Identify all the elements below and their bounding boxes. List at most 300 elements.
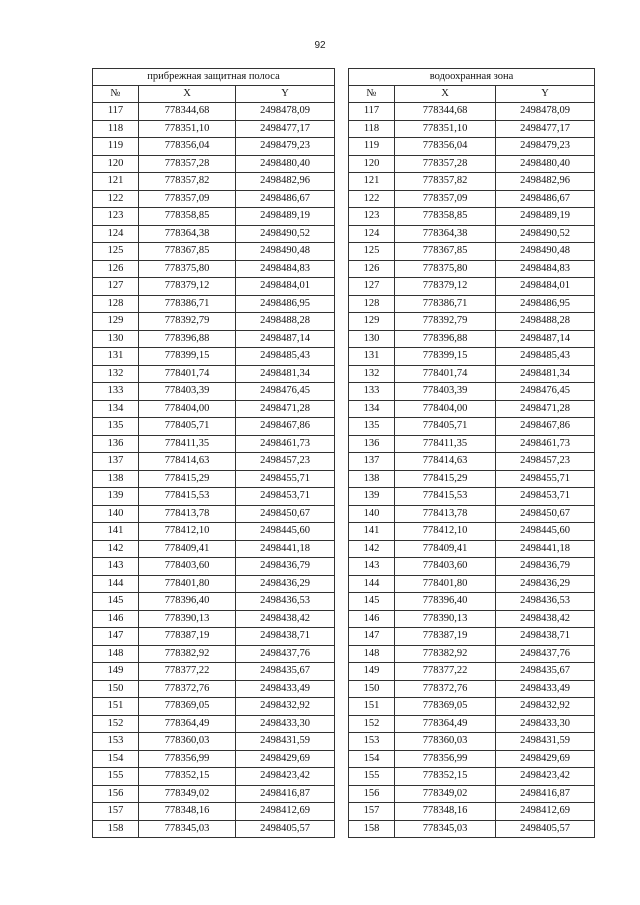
left-point-number: 144 xyxy=(93,575,139,593)
table-row xyxy=(93,418,595,436)
table-row xyxy=(93,120,595,138)
right-y-coordinate: 2498485,43 xyxy=(496,348,595,366)
left-point-number: 152 xyxy=(93,715,139,733)
right-point-number: 139 xyxy=(349,488,395,506)
right-point-number: 131 xyxy=(349,348,395,366)
left-point-number: 150 xyxy=(93,680,139,698)
table-row xyxy=(93,155,595,173)
left-point-number: 133 xyxy=(93,383,139,401)
left-x-coordinate: 778403,39 xyxy=(139,383,236,401)
right-point-number: 156 xyxy=(349,785,395,803)
right-x-coordinate: 778372,76 xyxy=(395,680,496,698)
right-point-number: 143 xyxy=(349,558,395,576)
column-header-row xyxy=(93,86,595,103)
right-y-coordinate: 2498455,71 xyxy=(496,470,595,488)
right-header-x: X xyxy=(395,86,496,103)
right-x-coordinate: 778364,38 xyxy=(395,225,496,243)
left-point-number: 140 xyxy=(93,505,139,523)
table-row xyxy=(93,295,595,313)
right-y-coordinate: 2498471,28 xyxy=(496,400,595,418)
right-y-coordinate: 2498429,69 xyxy=(496,750,595,768)
left-point-number: 119 xyxy=(93,138,139,156)
right-x-coordinate: 778357,09 xyxy=(395,190,496,208)
right-x-coordinate: 778405,71 xyxy=(395,418,496,436)
column-gap xyxy=(335,610,349,628)
column-gap xyxy=(335,383,349,401)
right-point-number: 151 xyxy=(349,698,395,716)
left-y-coordinate: 2498412,69 xyxy=(236,803,335,821)
table-row xyxy=(93,190,595,208)
column-gap xyxy=(335,330,349,348)
right-x-coordinate: 778409,41 xyxy=(395,540,496,558)
left-x-coordinate: 778364,49 xyxy=(139,715,236,733)
right-section-title: водоохранная зона xyxy=(349,69,595,86)
left-x-coordinate: 778396,88 xyxy=(139,330,236,348)
column-gap xyxy=(335,260,349,278)
left-point-number: 117 xyxy=(93,103,139,121)
left-point-number: 118 xyxy=(93,120,139,138)
right-y-coordinate: 2498423,42 xyxy=(496,768,595,786)
column-gap xyxy=(335,750,349,768)
right-point-number: 153 xyxy=(349,733,395,751)
column-gap xyxy=(335,540,349,558)
right-point-number: 127 xyxy=(349,278,395,296)
right-y-coordinate: 2498490,48 xyxy=(496,243,595,261)
right-y-coordinate: 2498436,79 xyxy=(496,558,595,576)
right-x-coordinate: 778390,13 xyxy=(395,610,496,628)
left-y-coordinate: 2498455,71 xyxy=(236,470,335,488)
left-x-coordinate: 778392,79 xyxy=(139,313,236,331)
table-row xyxy=(93,680,595,698)
left-point-number: 139 xyxy=(93,488,139,506)
left-point-number: 149 xyxy=(93,663,139,681)
left-point-number: 135 xyxy=(93,418,139,436)
left-point-number: 124 xyxy=(93,225,139,243)
left-x-coordinate: 778356,04 xyxy=(139,138,236,156)
left-point-number: 146 xyxy=(93,610,139,628)
table-row xyxy=(93,505,595,523)
column-gap xyxy=(335,400,349,418)
left-point-number: 157 xyxy=(93,803,139,821)
left-point-number: 147 xyxy=(93,628,139,646)
table-row xyxy=(93,575,595,593)
right-x-coordinate: 778379,12 xyxy=(395,278,496,296)
column-gap xyxy=(335,120,349,138)
table-row xyxy=(93,733,595,751)
right-point-number: 134 xyxy=(349,400,395,418)
table-row xyxy=(93,645,595,663)
left-point-number: 143 xyxy=(93,558,139,576)
column-gap xyxy=(335,453,349,471)
column-gap xyxy=(335,243,349,261)
right-y-coordinate: 2498478,09 xyxy=(496,103,595,121)
left-x-coordinate: 778403,60 xyxy=(139,558,236,576)
right-point-number: 158 xyxy=(349,820,395,838)
table-row xyxy=(93,593,595,611)
left-point-number: 134 xyxy=(93,400,139,418)
left-y-coordinate: 2498436,53 xyxy=(236,593,335,611)
left-point-number: 129 xyxy=(93,313,139,331)
column-gap xyxy=(335,593,349,611)
right-point-number: 147 xyxy=(349,628,395,646)
right-x-coordinate: 778413,78 xyxy=(395,505,496,523)
left-x-coordinate: 778414,63 xyxy=(139,453,236,471)
right-y-coordinate: 2498477,17 xyxy=(496,120,595,138)
left-point-number: 127 xyxy=(93,278,139,296)
table-row xyxy=(93,225,595,243)
right-y-coordinate: 2498482,96 xyxy=(496,173,595,191)
table-row xyxy=(93,365,595,383)
right-x-coordinate: 778358,85 xyxy=(395,208,496,226)
left-x-coordinate: 778349,02 xyxy=(139,785,236,803)
column-gap xyxy=(335,575,349,593)
left-point-number: 156 xyxy=(93,785,139,803)
left-x-coordinate: 778401,74 xyxy=(139,365,236,383)
column-gap xyxy=(335,190,349,208)
right-x-coordinate: 778415,53 xyxy=(395,488,496,506)
right-x-coordinate: 778357,82 xyxy=(395,173,496,191)
left-header-x: X xyxy=(139,86,236,103)
left-point-number: 138 xyxy=(93,470,139,488)
right-y-coordinate: 2498489,19 xyxy=(496,208,595,226)
left-y-coordinate: 2498482,96 xyxy=(236,173,335,191)
column-gap xyxy=(335,803,349,821)
left-y-coordinate: 2498405,57 xyxy=(236,820,335,838)
table-row xyxy=(93,785,595,803)
left-x-coordinate: 778412,10 xyxy=(139,523,236,541)
left-point-number: 131 xyxy=(93,348,139,366)
right-point-number: 122 xyxy=(349,190,395,208)
left-y-coordinate: 2498471,28 xyxy=(236,400,335,418)
table-row xyxy=(93,278,595,296)
right-y-coordinate: 2498488,28 xyxy=(496,313,595,331)
right-y-coordinate: 2498481,34 xyxy=(496,365,595,383)
right-x-coordinate: 778356,99 xyxy=(395,750,496,768)
column-gap xyxy=(335,768,349,786)
right-y-coordinate: 2498438,42 xyxy=(496,610,595,628)
right-x-coordinate: 778403,60 xyxy=(395,558,496,576)
left-y-coordinate: 2498453,71 xyxy=(236,488,335,506)
column-gap xyxy=(335,715,349,733)
column-gap xyxy=(335,785,349,803)
left-point-number: 130 xyxy=(93,330,139,348)
column-gap xyxy=(335,680,349,698)
table-row xyxy=(93,103,595,121)
left-x-coordinate: 778372,76 xyxy=(139,680,236,698)
right-point-number: 119 xyxy=(349,138,395,156)
left-x-coordinate: 778386,71 xyxy=(139,295,236,313)
table-row xyxy=(93,173,595,191)
right-x-coordinate: 778364,49 xyxy=(395,715,496,733)
right-point-number: 144 xyxy=(349,575,395,593)
left-x-coordinate: 778390,13 xyxy=(139,610,236,628)
right-y-coordinate: 2498486,95 xyxy=(496,295,595,313)
right-y-coordinate: 2498436,53 xyxy=(496,593,595,611)
column-gap xyxy=(335,103,349,121)
right-y-coordinate: 2498457,23 xyxy=(496,453,595,471)
right-y-coordinate: 2498412,69 xyxy=(496,803,595,821)
left-x-coordinate: 778396,40 xyxy=(139,593,236,611)
left-x-coordinate: 778413,78 xyxy=(139,505,236,523)
table-row xyxy=(93,768,595,786)
right-x-coordinate: 778412,10 xyxy=(395,523,496,541)
right-x-coordinate: 778401,80 xyxy=(395,575,496,593)
column-gap xyxy=(335,365,349,383)
left-y-coordinate: 2498423,42 xyxy=(236,768,335,786)
right-point-number: 141 xyxy=(349,523,395,541)
left-point-number: 128 xyxy=(93,295,139,313)
coordinates-table xyxy=(92,68,595,838)
right-y-coordinate: 2498436,29 xyxy=(496,575,595,593)
left-x-coordinate: 778411,35 xyxy=(139,435,236,453)
left-x-coordinate: 778375,80 xyxy=(139,260,236,278)
left-y-coordinate: 2498485,43 xyxy=(236,348,335,366)
left-point-number: 121 xyxy=(93,173,139,191)
left-x-coordinate: 778364,38 xyxy=(139,225,236,243)
table-row xyxy=(93,523,595,541)
table-row xyxy=(93,313,595,331)
right-x-coordinate: 778392,79 xyxy=(395,313,496,331)
left-y-coordinate: 2498432,92 xyxy=(236,698,335,716)
right-point-number: 145 xyxy=(349,593,395,611)
left-x-coordinate: 778382,92 xyxy=(139,645,236,663)
left-y-coordinate: 2498435,67 xyxy=(236,663,335,681)
right-x-coordinate: 778349,02 xyxy=(395,785,496,803)
left-point-number: 145 xyxy=(93,593,139,611)
right-x-coordinate: 778375,80 xyxy=(395,260,496,278)
left-point-number: 122 xyxy=(93,190,139,208)
right-point-number: 124 xyxy=(349,225,395,243)
left-y-coordinate: 2498416,87 xyxy=(236,785,335,803)
right-y-coordinate: 2498450,67 xyxy=(496,505,595,523)
right-point-number: 148 xyxy=(349,645,395,663)
left-y-coordinate: 2498431,59 xyxy=(236,733,335,751)
right-y-coordinate: 2498467,86 xyxy=(496,418,595,436)
column-gap xyxy=(335,558,349,576)
right-y-coordinate: 2498438,71 xyxy=(496,628,595,646)
left-y-coordinate: 2498490,48 xyxy=(236,243,335,261)
right-y-coordinate: 2498437,76 xyxy=(496,645,595,663)
table-row xyxy=(93,243,595,261)
table-row xyxy=(93,348,595,366)
table-row xyxy=(93,138,595,156)
left-y-coordinate: 2498488,28 xyxy=(236,313,335,331)
right-x-coordinate: 778348,16 xyxy=(395,803,496,821)
section-title-row xyxy=(93,69,595,86)
table-row xyxy=(93,435,595,453)
left-x-coordinate: 778357,28 xyxy=(139,155,236,173)
right-point-number: 138 xyxy=(349,470,395,488)
left-point-number: 158 xyxy=(93,820,139,838)
right-x-coordinate: 778399,15 xyxy=(395,348,496,366)
table-row xyxy=(93,470,595,488)
left-y-coordinate: 2498445,60 xyxy=(236,523,335,541)
left-y-coordinate: 2498436,79 xyxy=(236,558,335,576)
left-point-number: 154 xyxy=(93,750,139,768)
right-x-coordinate: 778356,04 xyxy=(395,138,496,156)
left-y-coordinate: 2498461,73 xyxy=(236,435,335,453)
left-x-coordinate: 778358,85 xyxy=(139,208,236,226)
right-point-number: 154 xyxy=(349,750,395,768)
right-point-number: 125 xyxy=(349,243,395,261)
right-y-coordinate: 2498484,01 xyxy=(496,278,595,296)
table-row xyxy=(93,558,595,576)
right-y-coordinate: 2498433,30 xyxy=(496,715,595,733)
column-gap xyxy=(335,488,349,506)
column-gap xyxy=(335,523,349,541)
left-y-coordinate: 2498436,29 xyxy=(236,575,335,593)
right-x-coordinate: 778352,15 xyxy=(395,768,496,786)
left-point-number: 151 xyxy=(93,698,139,716)
table-row xyxy=(93,383,595,401)
column-gap xyxy=(335,645,349,663)
right-x-coordinate: 778386,71 xyxy=(395,295,496,313)
table-row xyxy=(93,330,595,348)
right-point-number: 132 xyxy=(349,365,395,383)
right-point-number: 129 xyxy=(349,313,395,331)
right-point-number: 150 xyxy=(349,680,395,698)
column-gap xyxy=(335,173,349,191)
right-y-coordinate: 2498431,59 xyxy=(496,733,595,751)
table-row xyxy=(93,488,595,506)
right-x-coordinate: 778414,63 xyxy=(395,453,496,471)
left-x-coordinate: 778360,03 xyxy=(139,733,236,751)
column-gap xyxy=(335,69,349,86)
left-y-coordinate: 2498433,30 xyxy=(236,715,335,733)
right-x-coordinate: 778377,22 xyxy=(395,663,496,681)
column-gap xyxy=(335,295,349,313)
right-y-coordinate: 2498432,92 xyxy=(496,698,595,716)
column-gap xyxy=(335,418,349,436)
right-header-number: № xyxy=(349,86,395,103)
right-y-coordinate: 2498453,71 xyxy=(496,488,595,506)
right-point-number: 140 xyxy=(349,505,395,523)
right-x-coordinate: 778401,74 xyxy=(395,365,496,383)
left-y-coordinate: 2498480,40 xyxy=(236,155,335,173)
table-row xyxy=(93,260,595,278)
right-point-number: 117 xyxy=(349,103,395,121)
left-point-number: 155 xyxy=(93,768,139,786)
right-x-coordinate: 778404,00 xyxy=(395,400,496,418)
column-gap xyxy=(335,208,349,226)
right-point-number: 137 xyxy=(349,453,395,471)
column-gap xyxy=(335,313,349,331)
right-point-number: 130 xyxy=(349,330,395,348)
table-row xyxy=(93,208,595,226)
column-gap xyxy=(335,225,349,243)
right-x-coordinate: 778382,92 xyxy=(395,645,496,663)
right-y-coordinate: 2498476,45 xyxy=(496,383,595,401)
left-y-coordinate: 2498481,34 xyxy=(236,365,335,383)
right-x-coordinate: 778387,19 xyxy=(395,628,496,646)
right-point-number: 146 xyxy=(349,610,395,628)
left-y-coordinate: 2498467,86 xyxy=(236,418,335,436)
right-point-number: 135 xyxy=(349,418,395,436)
left-y-coordinate: 2498477,17 xyxy=(236,120,335,138)
table-row xyxy=(93,663,595,681)
right-x-coordinate: 778403,39 xyxy=(395,383,496,401)
table-row xyxy=(93,803,595,821)
right-point-number: 149 xyxy=(349,663,395,681)
left-y-coordinate: 2498489,19 xyxy=(236,208,335,226)
right-point-number: 142 xyxy=(349,540,395,558)
left-point-number: 120 xyxy=(93,155,139,173)
left-y-coordinate: 2498441,18 xyxy=(236,540,335,558)
table-row xyxy=(93,453,595,471)
table-row xyxy=(93,610,595,628)
left-header-y: Y xyxy=(236,86,335,103)
right-y-coordinate: 2498486,67 xyxy=(496,190,595,208)
left-x-coordinate: 778357,82 xyxy=(139,173,236,191)
right-y-coordinate: 2498441,18 xyxy=(496,540,595,558)
column-gap xyxy=(335,348,349,366)
left-header-number: № xyxy=(93,86,139,103)
left-x-coordinate: 778356,99 xyxy=(139,750,236,768)
left-x-coordinate: 778409,41 xyxy=(139,540,236,558)
table-body xyxy=(93,69,595,838)
table-row xyxy=(93,820,595,838)
left-point-number: 132 xyxy=(93,365,139,383)
left-y-coordinate: 2498437,76 xyxy=(236,645,335,663)
table-row xyxy=(93,750,595,768)
left-x-coordinate: 778369,05 xyxy=(139,698,236,716)
left-y-coordinate: 2498478,09 xyxy=(236,103,335,121)
left-y-coordinate: 2498490,52 xyxy=(236,225,335,243)
right-x-coordinate: 778415,29 xyxy=(395,470,496,488)
right-y-coordinate: 2498435,67 xyxy=(496,663,595,681)
right-point-number: 120 xyxy=(349,155,395,173)
right-x-coordinate: 778345,03 xyxy=(395,820,496,838)
right-y-coordinate: 2498487,14 xyxy=(496,330,595,348)
table-row xyxy=(93,715,595,733)
column-gap xyxy=(335,698,349,716)
left-y-coordinate: 2498438,71 xyxy=(236,628,335,646)
left-x-coordinate: 778415,29 xyxy=(139,470,236,488)
right-point-number: 126 xyxy=(349,260,395,278)
column-gap xyxy=(335,628,349,646)
right-y-coordinate: 2498484,83 xyxy=(496,260,595,278)
left-x-coordinate: 778405,71 xyxy=(139,418,236,436)
right-point-number: 121 xyxy=(349,173,395,191)
right-header-y: Y xyxy=(496,86,595,103)
left-point-number: 125 xyxy=(93,243,139,261)
right-x-coordinate: 778344,68 xyxy=(395,103,496,121)
right-x-coordinate: 778360,03 xyxy=(395,733,496,751)
left-x-coordinate: 778404,00 xyxy=(139,400,236,418)
left-y-coordinate: 2498486,67 xyxy=(236,190,335,208)
left-x-coordinate: 778352,15 xyxy=(139,768,236,786)
right-point-number: 152 xyxy=(349,715,395,733)
left-point-number: 126 xyxy=(93,260,139,278)
right-y-coordinate: 2498490,52 xyxy=(496,225,595,243)
page-number: 92 xyxy=(314,40,326,51)
table-row xyxy=(93,698,595,716)
left-point-number: 153 xyxy=(93,733,139,751)
column-gap xyxy=(335,663,349,681)
right-x-coordinate: 778367,85 xyxy=(395,243,496,261)
left-y-coordinate: 2498433,49 xyxy=(236,680,335,698)
right-x-coordinate: 778357,28 xyxy=(395,155,496,173)
right-point-number: 155 xyxy=(349,768,395,786)
right-y-coordinate: 2498461,73 xyxy=(496,435,595,453)
right-x-coordinate: 778411,35 xyxy=(395,435,496,453)
right-y-coordinate: 2498405,57 xyxy=(496,820,595,838)
left-x-coordinate: 778401,80 xyxy=(139,575,236,593)
right-point-number: 157 xyxy=(349,803,395,821)
column-gap xyxy=(335,470,349,488)
right-point-number: 123 xyxy=(349,208,395,226)
left-y-coordinate: 2498484,83 xyxy=(236,260,335,278)
